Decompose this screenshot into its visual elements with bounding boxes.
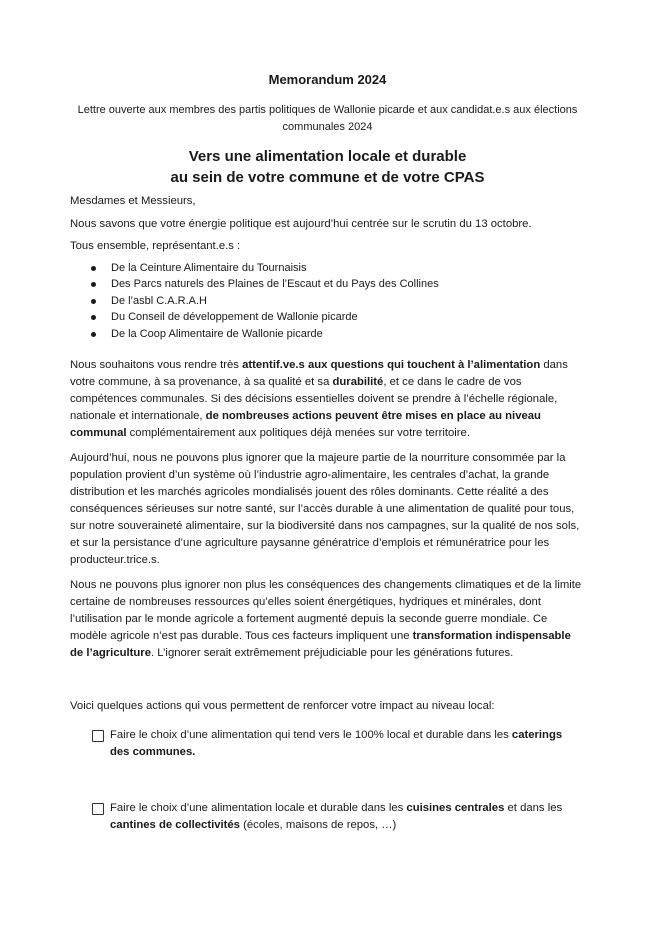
paragraph-food-system: Aujourd’hui, nous ne pouvons plus ignorer que la majeure partie de la nourriture consommée par la population provient d’un système où l’industrie agro-alimentaire, les centrales d’achat, la grande distribution et les marchés agricoles mondialisés jouent des rôles dominants. Cette réalité a des conséquences sérieuses sur notre santé, sur l’accès durable à une alimentation de qualité pour tous, sur notre souveraineté alimentaire, sur la biodiversité dans nos campagnes, sur la qualité de nos sols, et sur la persistance d’une agriculture paysanne génératrice d’emplois et rémunératrice pour les producteur.trice.s. <box>70 452 580 566</box>
intro-sentence: Nous savons que votre énergie politique est aujourd’hui centrée sur le scrutin du 13 octobre. <box>70 218 532 230</box>
salutation: Mesdames et Messieurs, <box>70 195 196 207</box>
main-title <box>70 146 585 188</box>
bullet-icon <box>91 266 96 271</box>
organization-list <box>70 260 585 342</box>
together-sentence: Tous ensemble, représentant.e.s : <box>70 240 241 252</box>
bullet-icon <box>91 315 96 320</box>
memo-heading: Memorandum 2024 <box>268 72 387 87</box>
list-item: De la Coop Alimentaire de Wallonie picarde <box>70 326 585 342</box>
main-title-line-1: Vers une alimentation locale et durable <box>188 148 467 165</box>
bullet-icon <box>91 332 96 337</box>
list-item: Des Parcs naturels des Plaines de l’Escaut et du Pays des Collines <box>70 276 585 292</box>
paragraph-climate: Nous ne pouvons plus ignorer non plus les conséquences des changements climatiques et de la limite certaine de nombreuses ressources qu’elles soient énergétiques, hydriques et minérales, dont l’utilisation par le monde agricole a fortement augmenté depuis la seconde guerre mondiale. Ce modèle agricole n’est pas durable. Tous ces facteurs impliquent une transformation indispensable de l’agriculture. L’ignorer serait extrêmement préjudiciable pour les générations futures. <box>70 579 582 659</box>
memo-subtitle: Lettre ouverte aux membres des partis politiques de Wallonie picarde et aux candidat.e.s aux élections communales 2024 <box>77 104 578 133</box>
list-item: Du Conseil de développement de Wallonie picarde <box>70 309 585 325</box>
bullet-icon <box>91 282 96 287</box>
action-text: Faire le choix d’une alimentation locale et durable dans les cuisines centrales et dans les cantines de collectivités (écoles, maisons de repos, …) <box>110 802 563 831</box>
action-text: Faire le choix d’une alimentation qui tend vers le 100% local et durable dans les caterings des communes. <box>110 729 563 758</box>
main-title-line-2: au sein de votre commune et de votre CPAS <box>170 169 485 186</box>
checkbox[interactable] <box>92 803 104 815</box>
list-item: De la Ceinture Alimentaire du Tournaisis <box>70 260 585 276</box>
checkbox[interactable] <box>92 730 104 742</box>
list-item: De l’asbl C.A.R.A.H <box>70 293 585 309</box>
paragraph-attention: Nous souhaitons vous rendre très attentif.ve.s aux questions qui touchent à l’alimentation dans votre commune, à sa provenance, à sa qualité et sa durabilité, et ce dans le cadre de vos compétences communales. Si des décisions essentielles doivent se prendre à l’échelle régionale, nationale et internationale, de nombreuses actions peuvent être mises en place au niveau communal complémentairement aux politiques déjà menées sur votre territoire. <box>70 359 568 439</box>
bullet-icon <box>91 299 96 304</box>
actions-intro: Voici quelques actions qui vous permettent de renforcer votre impact au niveau local: <box>70 700 495 712</box>
